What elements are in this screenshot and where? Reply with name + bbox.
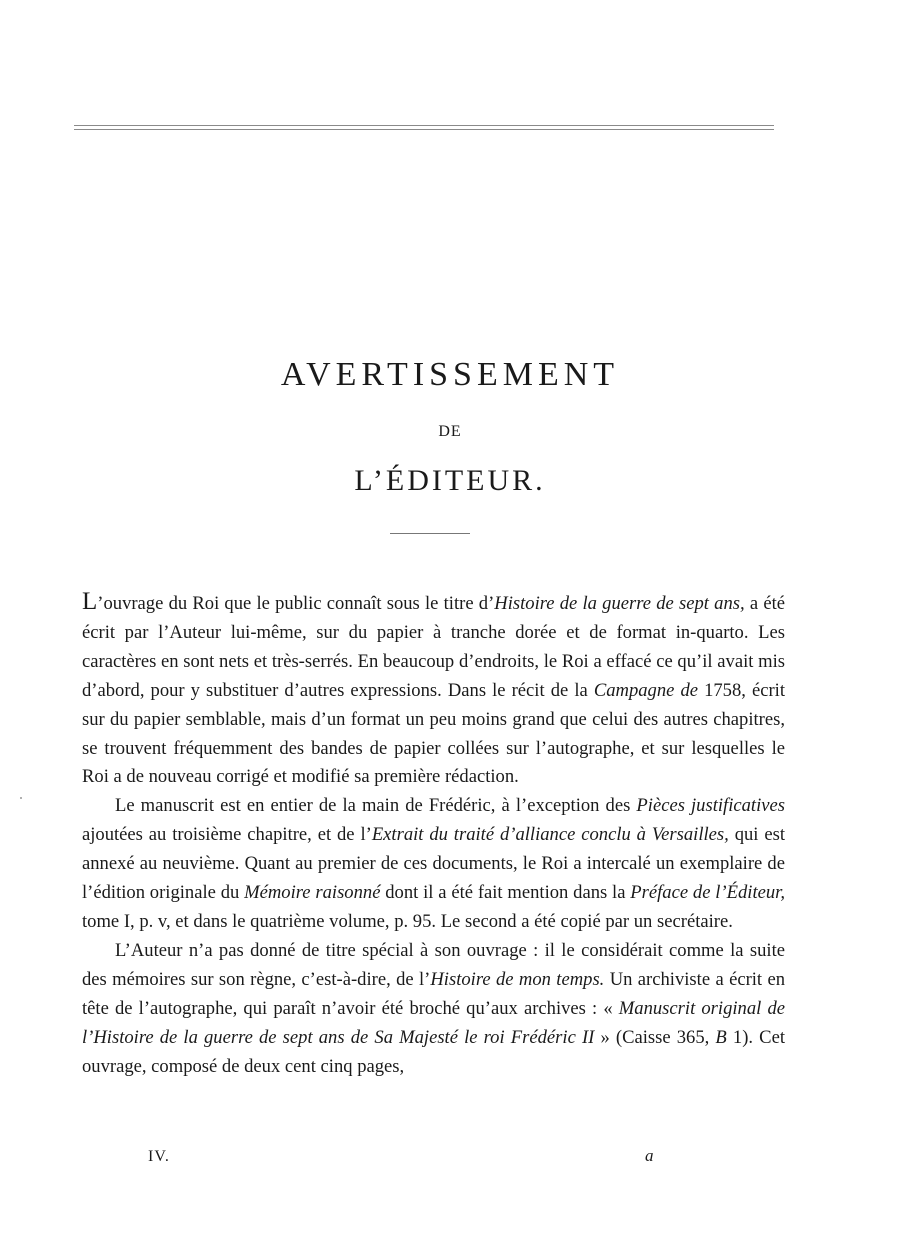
text-run: ’ouvrage du Roi que le public connaît sous le titre d’ <box>97 593 495 614</box>
italic-run: Campagne de <box>593 679 698 701</box>
text-run: ajoutées au troisième chapitre, et de l’ <box>82 824 372 846</box>
text-run: 1). Cet ouvrage, composé de deux cent cinq pages, <box>82 1026 785 1077</box>
text-run: » (Caisse 365, <box>594 1026 716 1048</box>
italic-run: Histoire de mon temps. <box>430 968 605 990</box>
margin-dot <box>20 797 22 799</box>
text-run: L’Auteur n’a pas donné de titre spécial à son ouvrage : il le considérait comme la suite des mémoires sur son règne, c’est-à-dire, de l’ <box>82 939 785 990</box>
italic-run: Préface de l’Éditeur, <box>630 882 785 904</box>
title-de: DE <box>438 423 462 440</box>
italic-run: Pièces justificatives <box>636 795 786 817</box>
text-run: qui est annexé au neuvième. Quant au premier de ces documents, le Roi a intercalé un exemplaire de l’édition originale du <box>82 824 786 904</box>
italic-run: Extrait du traité d’alliance conclu à Versailles, <box>371 824 729 846</box>
text-run: tome I, p. v, et dans le quatrième volume, p. 95. Le second a été copié par un secrétaire. <box>82 910 733 932</box>
paragraph <box>82 792 785 937</box>
paragraph <box>82 937 785 1082</box>
text-run: 1758, écrit sur du papier semblable, mais d’un format un peu moins grand que celui des autres chapitres, se trouvent fréquemment des bandes de papier collées sur l’autographe, et sur lesquelles le Roi a de nouveau corrigé et modifié sa première rédaction. <box>82 679 785 788</box>
italic-run: Histoire de la guerre de sept ans, <box>494 593 745 614</box>
title-divider <box>390 533 470 534</box>
italic-run: Mémoire raisonné <box>244 882 381 904</box>
text-run: Un archiviste a écrit en tête de l’autographe, qui paraît n’avoir été broché qu’aux archives : « <box>82 968 786 1019</box>
signature-mark: IV. <box>148 1148 170 1165</box>
text-run: a été écrit par l’Auteur lui-même, sur du papier à tranche dorée et de format in-quarto. Les caractères en sont nets et très-serrés. En beaucoup d’endroits, le Roi a effacé ce qu’il avait mis d’abord, pour y substituer d’autres expressions. Dans le récit de la <box>82 593 785 701</box>
top-double-rule <box>74 125 774 130</box>
text-run: dont il a été fait mention dans la <box>380 882 631 904</box>
title-subtitle: L’ÉDITEUR. <box>354 464 546 497</box>
italic-run: B <box>715 1026 727 1048</box>
text-run: Le manuscrit est en entier de la main de Frédéric, à l’exception des <box>115 795 637 817</box>
gathering-letter: a <box>645 1146 654 1165</box>
drop-cap: L <box>82 588 98 615</box>
paragraph <box>82 590 785 792</box>
page-title: AVERTISSEMENT <box>280 356 620 393</box>
body-text <box>82 590 785 1081</box>
italic-run: Manuscrit original de l’Histoire de la guerre de sept ans de Sa Majesté le roi Frédéric II <box>82 997 785 1048</box>
